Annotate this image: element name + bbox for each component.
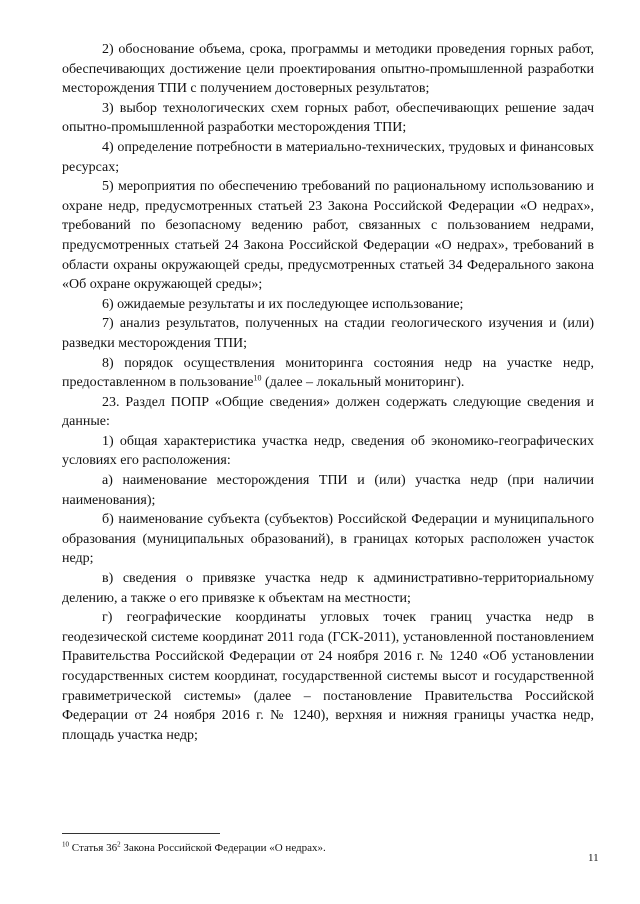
- paragraph-item-8: [62, 354, 594, 393]
- paragraph-item-6: 6) ожидаемые результаты и их последующее использование;: [102, 296, 464, 312]
- paragraph-item-b: б) наименование субъекта (субъектов) Российской Федерации и муниципального образования (муниципальных образований), в границах которых расположен участок недр;: [62, 512, 594, 567]
- paragraph-item-2: 2) обоснование объема, срока, программы и методики проведения горных работ, обеспечивающих достижение цели проектирования опытно-промышленной разработки месторождения ТПИ с получением достоверных результатов;: [62, 42, 594, 97]
- footnote-text: Статья 36: [69, 842, 118, 854]
- paragraph-item-5: 5) мероприятия по обеспечению требований по рациональному использованию и охране недр, предусмотренных статьей 23 Закона Российской Федерации «О недрах», требований по безопасному ведению работ, связанных с пользованием недрами, предусмотренных статьей 24 Закона Российской Федерации «О недрах», требований в области охраны окружающей среды, предусмотренных статьей 34 Федерального закона «Об охране окружающей среды»;: [62, 179, 594, 293]
- footnote-marker: 10: [62, 840, 69, 849]
- paragraph-item-8-tail: (далее – локальный мониторинг).: [261, 375, 465, 391]
- body-text: [62, 40, 594, 745]
- section-23-heading: 23. Раздел ПОПР «Общие сведения» должен содержать следующие сведения и данные:: [62, 394, 594, 430]
- paragraph-item-v: в) сведения о привязке участка недр к административно-территориальному делению, а также о его привязке к объектам на местности;: [62, 571, 594, 606]
- footnote-article-superscript: 2: [117, 840, 121, 849]
- paragraph-item-8-text: 8) порядок осуществления мониторинга состояния недр на участке недр, предоставленном в пользование: [62, 355, 594, 391]
- paragraph-item-g: г) географические координаты угловых точек границ участка недр в геодезической системе координат 2011 года (ГСК-2011), установленной постановлением Правительства Российской Федерации от 24 ноября 2016 г. № 1240 «Об установлении государственных систем координат, государственной системы высот и государственной гравиметрической системы» (далее – постановление Правительства Российской Федерации от 24 ноября 2016 г. № 1240), верхняя и нижняя границы участка недр, площадь участка недр;: [62, 610, 594, 743]
- page-number: 11: [588, 852, 599, 864]
- footnote-divider: [62, 833, 220, 834]
- paragraph-item-3: 3) выбор технологических схем горных работ, обеспечивающих решение задач опытно-промышленной разработки месторождения ТПИ;: [62, 100, 594, 136]
- footnote: [62, 841, 592, 855]
- paragraph-item-a: а) наименование месторождения ТПИ и (или) участка недр (при наличии наименования);: [62, 473, 594, 508]
- footnote-reference: 10: [253, 373, 262, 383]
- paragraph-item-4: 4) определение потребности в материально-технических, трудовых и финансовых ресурсах;: [62, 139, 594, 175]
- footnote-text-tail: Закона Российской Федерации «О недрах».: [120, 842, 326, 854]
- paragraph-item-23-1: 1) общая характеристика участка недр, сведения об экономико-географических условиях его расположения:: [62, 433, 594, 469]
- paragraph-item-7: 7) анализ результатов, полученных на стадии геологического изучения и (или) разведки месторождения ТПИ;: [62, 316, 594, 351]
